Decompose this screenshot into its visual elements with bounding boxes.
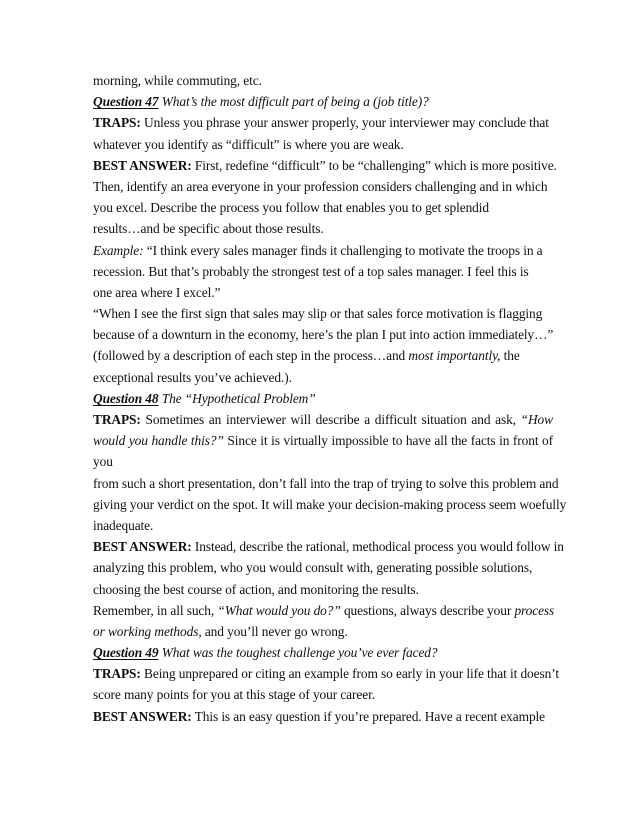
best-answer-line: [93, 155, 557, 176]
example-line: [93, 240, 553, 261]
question-heading: [93, 388, 553, 409]
question-number: Question 48: [93, 390, 159, 406]
question-number: Question 47: [93, 94, 159, 110]
question-title: The “Hypothetical Problem”: [158, 390, 316, 406]
text-span: Being unprepared or citing an example from so early in your life that it doesn’t: [140, 666, 559, 682]
text-line: [93, 430, 553, 451]
text-line: giving your verdict on the spot. It will make your decision-making process seem woefully: [93, 496, 567, 512]
traps-line: [93, 112, 553, 133]
best-answer-label: BEST ANSWER:: [93, 708, 192, 724]
text-span: First, redefine “difficult” to be “challenging” which is more positive.: [191, 157, 557, 173]
question-heading: [93, 91, 553, 112]
question-heading: [93, 642, 553, 663]
text-line: exceptional results you’ve achieved.).: [93, 369, 292, 385]
text-line: recession. But that’s probably the strongest test of a top sales manager. I feel this is: [93, 263, 529, 279]
text-span: and you’ll never go wrong.: [201, 623, 348, 639]
best-answer-label: BEST ANSWER:: [93, 157, 192, 173]
text-line: morning, while commuting, etc.: [93, 73, 262, 88]
text-line: [93, 621, 553, 642]
text-span: Instead, describe the rational, methodical process you would follow in: [191, 539, 564, 555]
traps-line: [93, 409, 553, 430]
text-span: Unless you phrase your answer properly, your interviewer may conclude that: [140, 115, 549, 131]
text-line: from such a short presentation, don’t fall into the trap of trying to solve this problem and: [93, 475, 559, 491]
text-span: This is an easy question if you’re prepared. Have a recent example: [191, 708, 545, 724]
text-line: you excel. Describe the process you follow that enables you to get splendid: [93, 200, 489, 216]
text-line: score many points for you at this stage of your career.: [93, 687, 375, 703]
text-span: questions, always describe your: [340, 602, 515, 618]
best-answer-label: BEST ANSWER:: [93, 539, 192, 555]
traps-label: TRAPS:: [93, 412, 141, 427]
text-span: (followed by a description of each step in the process…and: [93, 348, 409, 364]
text-line: inadequate.: [93, 517, 154, 533]
text-span: Remember, in all such,: [93, 602, 218, 618]
text-line: whatever you identify as “difficult” is where you are weak.: [93, 136, 404, 152]
text-line: Then, identify an area everyone in your profession considers challenging and in which: [93, 178, 548, 194]
text-line: choosing the best course of action, and monitoring the results.: [93, 581, 419, 597]
text-line: results…and be specific about those results.: [93, 221, 324, 237]
text-span: Since it is virtually impossible to have all the facts in front of: [223, 433, 554, 449]
question-title: What’s the most difficult part of being a (job title)?: [158, 94, 429, 110]
text-line: analyzing this problem, who you would consult with, generating possible solutions,: [93, 560, 533, 576]
text-span: the: [500, 348, 520, 364]
text-span: “I think every sales manager finds it challenging to motivate the troops in a: [143, 242, 543, 258]
example-label: Example:: [93, 242, 144, 258]
question-number: Question 49: [93, 645, 159, 661]
text-line: “When I see the first sign that sales may slip or that sales force motivation is flagging: [93, 306, 543, 322]
text-span: Sometimes an interviewer will describe a difficult situation and ask,: [140, 412, 521, 427]
text-line: because of a downturn in the economy, here’s the plan I put into action immediately…”: [93, 327, 554, 343]
emphasis-span: “How: [520, 412, 553, 427]
emphasis-span: or working methods,: [93, 623, 202, 639]
traps-label: TRAPS:: [93, 115, 141, 131]
traps-line: [93, 663, 559, 684]
text-line: [93, 600, 553, 621]
best-answer-line: [93, 536, 564, 557]
traps-label: TRAPS:: [93, 666, 141, 682]
emphasis-span: “What would you do?”: [217, 602, 341, 618]
emphasis-span: process: [514, 602, 555, 618]
question-title: What was the toughest challenge you’ve ever faced?: [158, 645, 438, 661]
emphasis-span: most importantly,: [408, 348, 501, 364]
text-line: [93, 345, 553, 366]
best-answer-line: [93, 706, 553, 727]
emphasis-span: would you handle this?”: [93, 433, 224, 449]
text-line: you: [93, 454, 113, 470]
text-line: one area where I excel.”: [93, 284, 221, 300]
document-page: [93, 70, 567, 727]
